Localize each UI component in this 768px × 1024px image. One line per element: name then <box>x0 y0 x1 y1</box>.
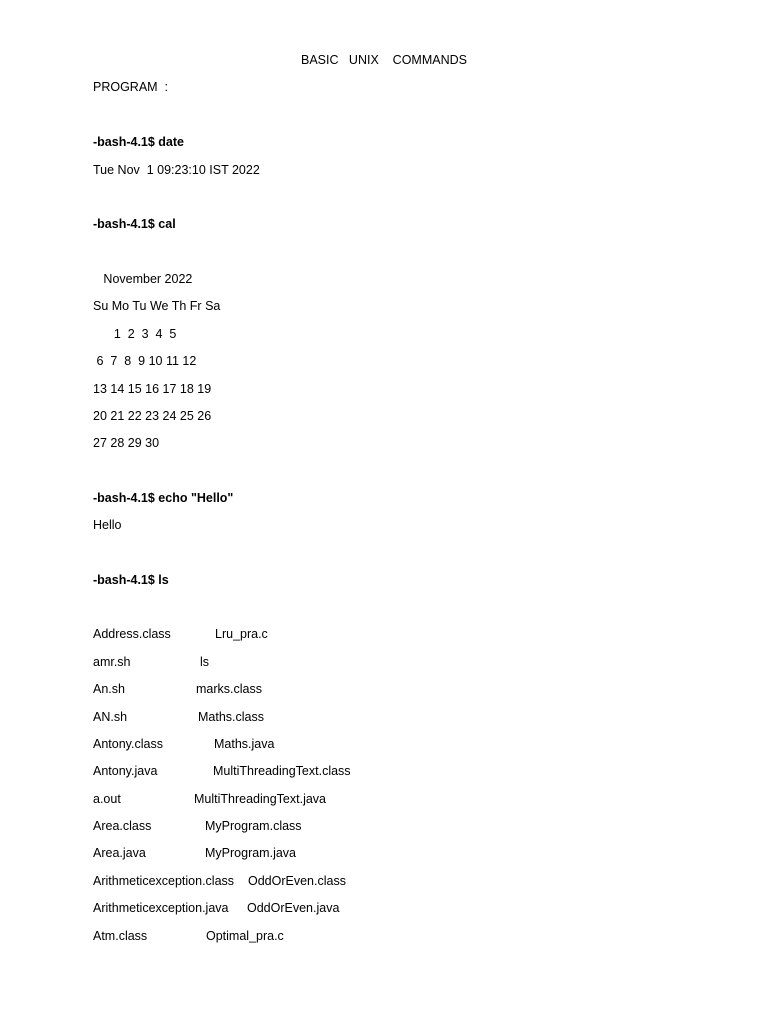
ls-row <box>93 791 593 807</box>
ls-row <box>93 900 593 916</box>
ls-entry: An.sh <box>93 682 125 696</box>
ls-row <box>93 818 593 834</box>
program-label: PROGRAM : <box>93 80 169 94</box>
cal-week-row: 6 7 8 9 10 11 12 <box>93 354 197 368</box>
ls-entry: MyProgram.class <box>205 819 302 833</box>
ls-entry: MultiThreadingText.java <box>194 792 327 806</box>
ls-entry: Antony.class <box>93 737 163 751</box>
ls-row <box>93 873 593 889</box>
cal-week-row: 1 2 3 4 5 <box>93 327 177 341</box>
ls-entry: Lru_pra.c <box>215 627 268 641</box>
ls-row <box>93 845 593 861</box>
ls-entry: marks.class <box>196 682 262 696</box>
ls-entry: MyProgram.java <box>205 846 296 860</box>
ls-entry: Maths.class <box>198 710 264 724</box>
ls-entry: Area.class <box>93 819 152 833</box>
cal-command: -bash-4.1$ cal <box>93 217 176 231</box>
ls-entry: Atm.class <box>93 929 148 943</box>
ls-row <box>93 709 593 725</box>
echo-command: -bash-4.1$ echo "Hello" <box>93 491 234 505</box>
date-command: -bash-4.1$ date <box>93 135 185 149</box>
ls-row <box>93 736 593 752</box>
ls-row <box>93 928 593 944</box>
ls-entry: Arithmeticexception.class <box>93 874 235 888</box>
ls-row <box>93 763 593 779</box>
ls-row <box>93 654 593 670</box>
ls-entry: Address.class <box>93 627 171 641</box>
ls-entry: amr.sh <box>93 655 131 669</box>
ls-entry: Arithmeticexception.java <box>93 901 229 915</box>
cal-week-row: 20 21 22 23 24 25 26 <box>93 409 212 423</box>
echo-output: Hello <box>93 518 122 532</box>
ls-row <box>93 626 593 642</box>
ls-row <box>93 681 593 697</box>
ls-entry: Optimal_pra.c <box>206 929 284 943</box>
ls-entry: a.out <box>93 792 121 806</box>
ls-entry: Area.java <box>93 846 146 860</box>
ls-entry: OddOrEven.class <box>248 874 346 888</box>
cal-week-row: 27 28 29 30 <box>93 436 160 450</box>
cal-week-row: 13 14 15 16 17 18 19 <box>93 382 212 396</box>
ls-entry: OddOrEven.java <box>247 901 340 915</box>
date-output: Tue Nov 1 09:23:10 IST 2022 <box>93 163 260 177</box>
ls-entry: AN.sh <box>93 710 128 724</box>
ls-entry: MultiThreadingText.class <box>213 764 351 778</box>
ls-entry: Maths.java <box>214 737 275 751</box>
cal-weekday-row: Su Mo Tu We Th Fr Sa <box>93 299 221 313</box>
ls-entry: Antony.java <box>93 764 158 778</box>
cal-month-header: November 2022 <box>93 272 193 286</box>
page-title: BASIC UNIX COMMANDS <box>301 53 467 67</box>
ls-entry: ls <box>200 655 210 669</box>
ls-command: -bash-4.1$ ls <box>93 573 169 587</box>
